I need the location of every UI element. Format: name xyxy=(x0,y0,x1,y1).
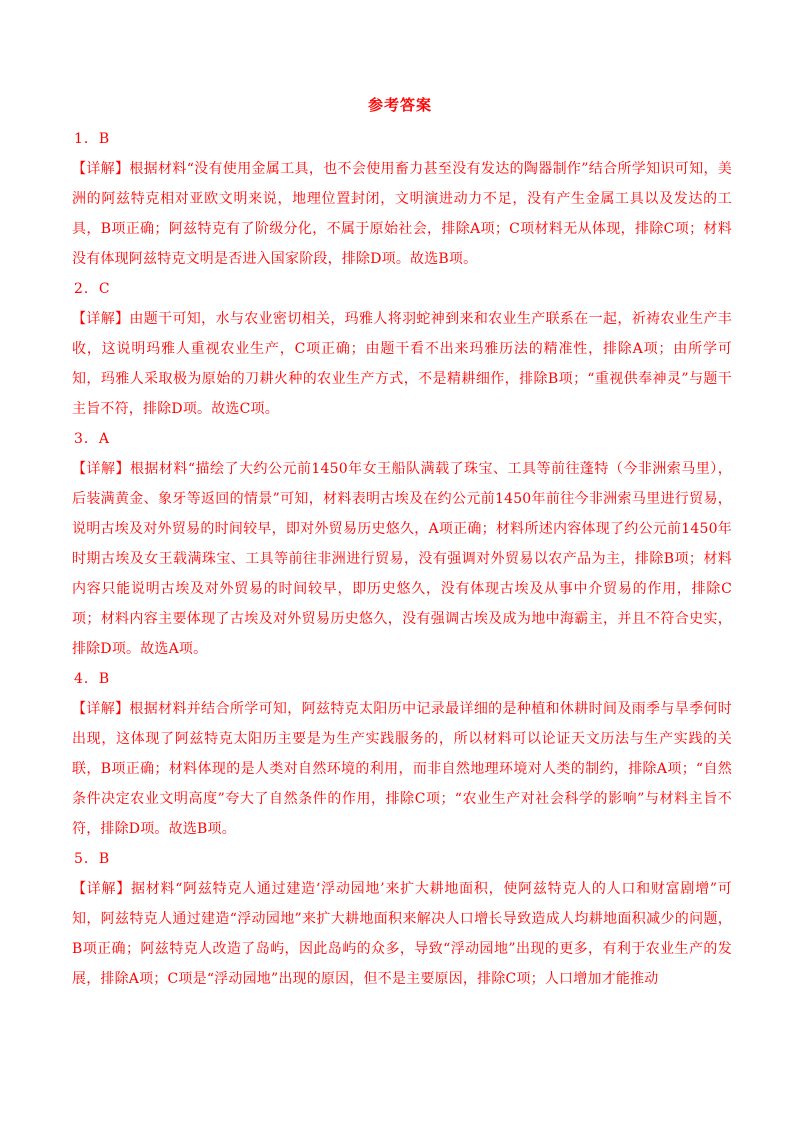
answer-number-5: 5．B xyxy=(74,851,111,867)
answer-list xyxy=(72,124,732,994)
answer-number-1: 1．B xyxy=(74,131,111,147)
page-title: 参考答案 xyxy=(367,96,432,114)
answer-detail-5: 【详解】据材料“阿兹特克人通过建造‘浮动园地’来扩大耕地面积，使阿兹特克人的人口和财富剧增”可知，阿兹特克人通过建造“浮动园地”来扩大耕地面积来解决人口增长导致造成人均耕地面积减少的问题，B项正确；阿兹特克人改造了岛屿，因此岛屿的众多，导致“浮动园地”出现的更多，有利于农业生产的发展，排除A项；C项是“浮动园地”出现的原因，但不是主要原因，排除C项；人口增加才能推动 xyxy=(72,881,732,987)
answer-detail-3: 【详解】根据材料“描绘了大约公元前1450年女王船队满载了珠宝、工具等前往蓬特（今非洲索马里），后装满黄金、象牙等返回的情景”可知，材料表明古埃及在约公元前1450年前往今非洲索马里进行贸易，说明古埃及对外贸易的时间较早，即对外贸易历史悠久，A项正确；材料所述内容体现了约公元前1450年时期古埃及女王载满珠宝、工具等前往非洲进行贸易，没有强调对外贸易以农产品为主，排除B项；材料内容只能说明古埃及对外贸易的时间较早，即历史悠久，没有体现古埃及从事中介贸易的作用，排除C项；材料内容主要体现了古埃及对外贸易历史悠久，没有强调古埃及成为地中海霸主，并且不符合史实，排除D项。故选A项。 xyxy=(72,461,732,657)
answer-detail-4: 【详解】根据材料并结合所学可知，阿兹特克太阳历中记录最详细的是种植和休耕时间及雨季与旱季何时出现，这体现了阿兹特克太阳历主要是为生产实践服务的，所以材料可以论证天文历法与生产实践的关联，B项正确；材料体现的是人类对自然环境的利用，而非自然地理环境对人类的制约，排除A项；“自然条件决定农业文明高度”夸大了自然条件的作用，排除C项；“农业生产对社会科学的影响”与材料主旨不符，排除D项。故选B项。 xyxy=(72,701,732,837)
answer-number-3: 3．A xyxy=(74,431,111,447)
answer-detail-2: 【详解】由题干可知，水与农业密切相关，玛雅人将羽蛇神到来和农业生产联系在一起，祈祷农业生产丰收，这说明玛雅人重视农业生产，C项正确；由题干看不出来玛雅历法的精准性，排除A项；由所学可知，玛雅人采取极为原始的刀耕火种的农业生产方式，不是精耕细作，排除B项；“重视供奉神灵”与题干主旨不符，排除D项。故选C项。 xyxy=(72,311,732,417)
answer-detail-1: 【详解】根据材料“没有使用金属工具，也不会使用畜力甚至没有发达的陶器制作”结合所学知识可知，美洲的阿兹特克相对亚欧文明来说，地理位置封闭，文明演进动力不足，没有产生金属工具以及发达的工具，B项正确；阿兹特克有了阶级分化，不属于原始社会，排除A项；C项材料无从体现，排除C项；材料没有体现阿兹特克文明是否进入国家阶段，排除D项。故选B项。 xyxy=(72,161,732,267)
answer-number-2: 2．C xyxy=(74,281,111,297)
answer-number-4: 4．B xyxy=(74,671,111,687)
